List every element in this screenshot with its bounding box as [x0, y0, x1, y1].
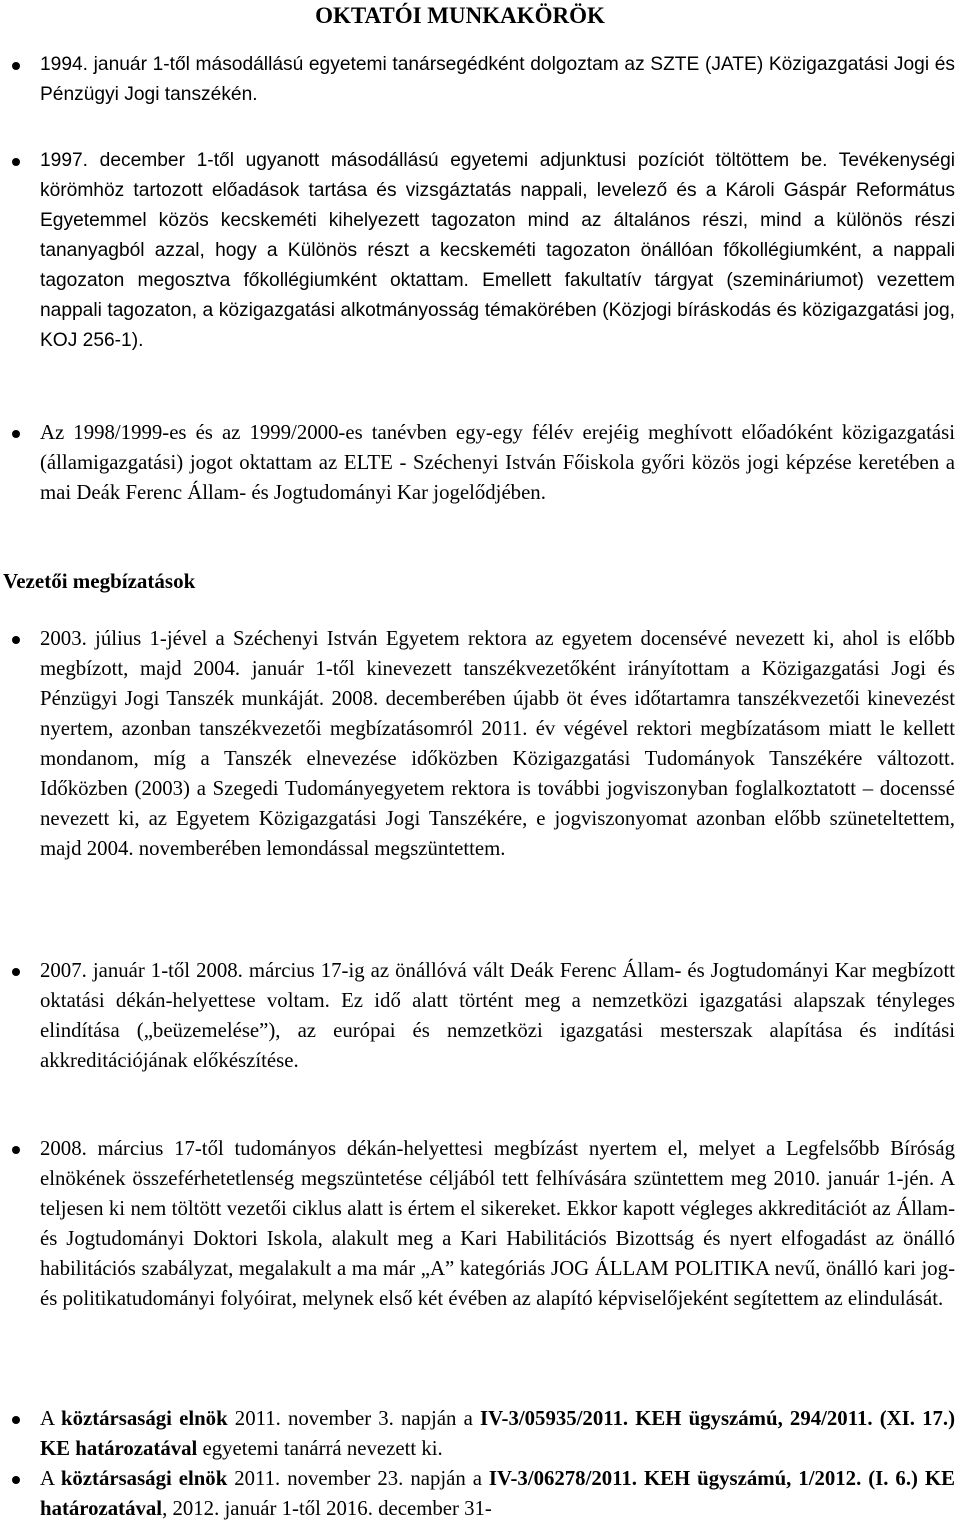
list-item-text: 2007. január 1-től 2008. március 17-ig az önállóvá vált Deák Ferenc Állam- és Jogtudományi Kar megbízott oktatási dékán-helyettese voltam. Ez idő alatt történt meg a nemzetközi igazgatási alapszak tényleges elindítása („beüzemelése”), az európai és nemzetközi igazgatási mesterszak alapítása és indítási akkreditációjának előkészítése. [40, 959, 955, 1072]
list-item [40, 1404, 955, 1464]
text-run-bold: IV-3/06278/2011. KEH ügyszámú, 1/2012. (I. 6.) KE határozatával [40, 1467, 955, 1520]
text-run: A [40, 1407, 62, 1430]
text-run-bold: köztársasági elnök [60, 1467, 228, 1490]
text-run-bold: köztársasági elnök [61, 1407, 228, 1430]
list-item-text: 2003. július 1-jével a Széchenyi István Egyetem rektora az egyetem docensévé nevezett ki, ahol is előbb megbízott, majd 2004. január 1-től kinevezett tanszékvezetőként irányítottam a Közigazgatási Jogi és Pénzügyi Jogi Tanszék munkáját. 2008. decemberében újabb öt éves időtartamra tanszékvezetői kinevezést nyertem, azonban tanszékvezetői megbízatásomról 2011. év végével rektori megbízatásom miatt le kellett mondanom, míg a Tanszék elnevezése időközben Közigazgatási Tudományok Tanszékére változott. Időközben (2003) a Szegedi Tudományegyetem rektora is további jogviszonyban foglalkoztatott – docenssé nevezett ki, az Egyetem Közigazgatási Jogi Tanszékére, e jogviszonyomat azonban előbb szüneteltettem, majd 2004. novemberében lemondással megszüntettem. [40, 627, 955, 860]
list-item [40, 624, 955, 864]
list-item-text: 1994. január 1-től másodállású egyetemi tanársegédként dolgoztam az SZTE (JATE) Közigazgatási Jogi és Pénzügyi Jogi tanszékén. [40, 54, 955, 105]
list-item-text: 2008. március 17-től tudományos dékán-helyettesi megbízást nyertem el, melyet a Legfelsőbb Bíróság elnökének összeférhetetlenség megszüntetése céljából tett felhívására szüntettem meg 2010. január 1-jén. A teljesen ki nem töltött vezetői ciklus alatt is értem el sikereket. Ekkor kapott végleges akkreditációt az Állam- és Jogtudományi Doktori Iskola, alakult meg a Kari Habilitációs Bizottság és nyert elfogadást az önálló habilitációs szabályzat, megalakult a ma már „A” kategóriás JOG ÁLLAM POLITIKA nevű, önálló kari jog- és politikatudományi folyóirat, melynek első két évében az alapító képviselőjeként segítettem az elindulását. [40, 1137, 955, 1310]
list-item-text [40, 1404, 955, 1464]
list-item-text: 1997. december 1-től ugyanott másodállású egyetemi adjunktusi pozíciót töltöttem be. Tevékenységi körömhöz tartozott előadások tartása és vizsgáztatás nappali, levelező és a Károli Gáspár Református Egyetemmel közös kecskeméti kihelyezett tagozaton mind az általános részi, mind a különös részi tananyagból azzal, hogy a Különös részt a kecskeméti tagozaton önállóan főkollégiumként, a nappali tagozaton megosztva főkollégiumként oktattam. Emellett fakultatív tárgyat (szemináriumot) vezettem nappali tagozaton, a közigazgatási alkotmányosság témakörében (Közjogi bíráskodás és közigazgatási jog, KOJ 256-1). [40, 150, 955, 351]
text-run-bold: IV-3/05935/2011. KEH ügyszámú, 294/2011. (XI. 17.) KE határozatával [40, 1407, 955, 1460]
text-run: egyetemi tanárrá nevezett ki. [197, 1437, 443, 1460]
bullet-icon [12, 430, 20, 438]
bullet-icon [12, 968, 20, 976]
bullet-icon [12, 1416, 20, 1424]
text-run: A [40, 1467, 61, 1490]
list-item [40, 956, 955, 1076]
list-item [40, 418, 955, 508]
bullet-icon [12, 1146, 20, 1154]
text-run: 2011. november 23. napján a [227, 1467, 489, 1490]
bullet-icon [12, 158, 20, 166]
text-run: 2011. november 3. napján a [227, 1407, 480, 1430]
list-item [40, 1464, 955, 1524]
bullet-icon [12, 62, 20, 70]
text-run: , 2012. január 1-től 2016. december 31- [162, 1497, 492, 1520]
page-title: OKTATÓI MUNKAKÖRÖK [315, 3, 605, 28]
list-item [40, 1134, 955, 1314]
list-item [40, 146, 955, 356]
list-item [40, 50, 955, 110]
bullet-icon [12, 1476, 20, 1484]
section-heading: Vezetői megbízatások [3, 569, 196, 593]
list-item-text [40, 1464, 955, 1524]
bullet-icon [12, 636, 20, 644]
list-item-text: Az 1998/1999-es és az 1999/2000-es tanévben egy-egy félév erejéig meghívott előadóként közigazgatási (államigazgatási) jogot oktattam az ELTE - Széchenyi István Főiskola győri közös jogi képzése keretében a mai Deák Ferenc Állam- és Jogtudományi Kar jogelődjében. [40, 421, 955, 504]
